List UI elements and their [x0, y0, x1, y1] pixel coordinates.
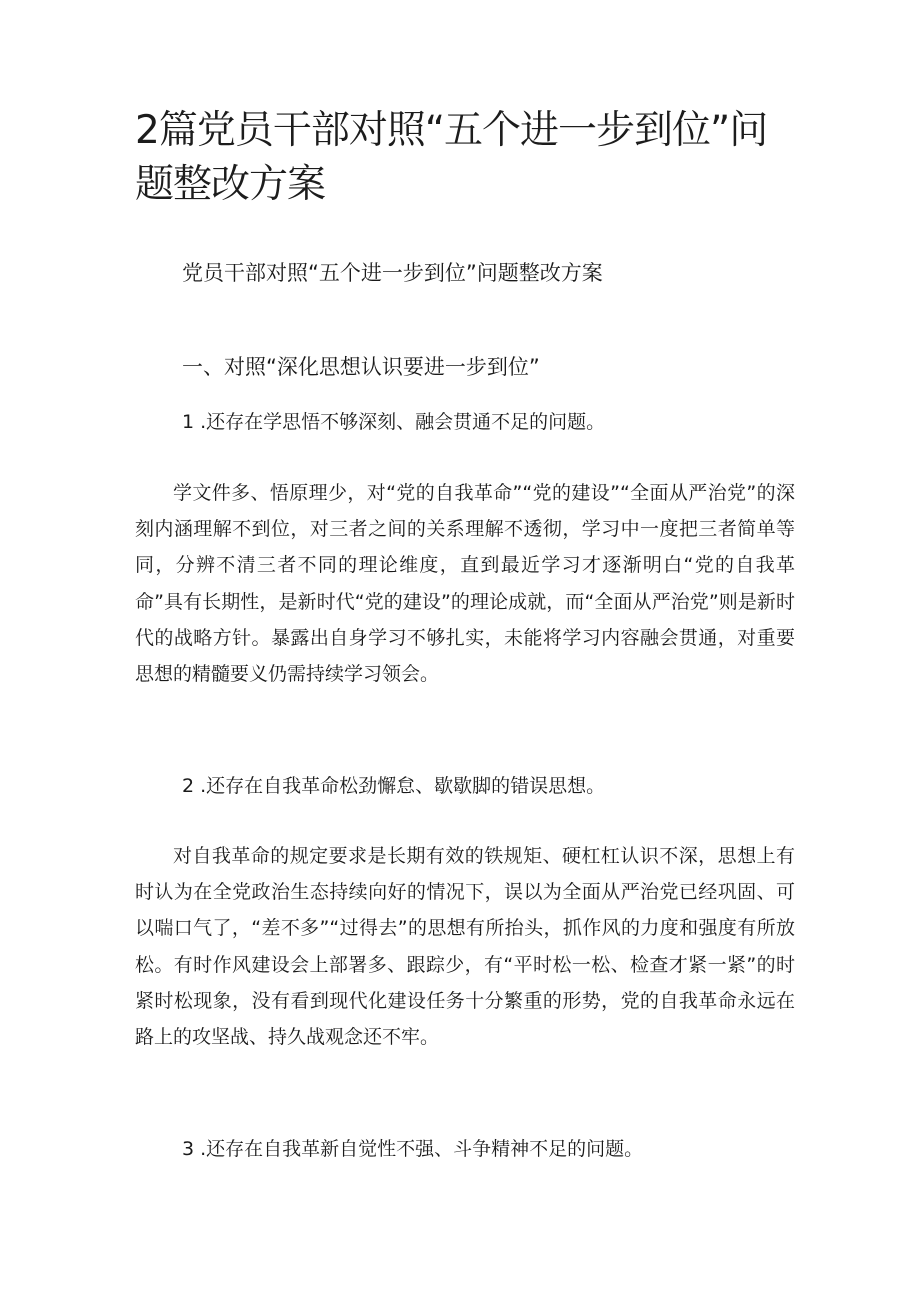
item-heading-1: 1 .还存在学思悟不够深刻、融会贯通不足的问题。 [182, 411, 606, 433]
item-heading-3: 3 .还存在自我革新自觉性不强、斗争精神不足的问题。 [182, 1138, 644, 1160]
paragraph-1: 学文件多、悟原理少，对“党的自我革命”“党的建设”“全面从严治党”的深刻内涵理解不到位，对三者之间的关系理解不透彻，学习中一度把三者简单等同，分辨不清三者不同的理论维度，直到最近学习才逐渐明白“党的自我革命”具有长期性，是新时代“党的建设”的理论成就，而“全面从严治党”则是新时代的战略方针。暴露出自身学习不够扎实，未能将学习内容融会贯通，对重要思想的精髓要义仍需持续学习领会。 [135, 482, 795, 686]
item-heading-2: 2 .还存在自我革命松劲懈怠、歇歇脚的错误思想。 [182, 775, 606, 797]
paragraph-2: 对自我革命的规定要求是长期有效的铁规矩、硬杠杠认识不深，思想上有时认为在全党政治生态持续向好的情况下，误以为全面从严治党已经巩固、可以喘口气了，“差不多”“过得去”的思想有所抬头，抓作风的力度和强度有所放松。有时作风建设会上部署多、跟踪少，有“平时松一松、检查才紧一紧”的时紧时松现象，没有看到现代化建设任务十分繁重的形势，党的自我革命永远在路上的攻坚战、持久战观念还不牢。 [135, 845, 795, 1049]
section-heading: 一、对照“深化思想认识要进一步到位” [182, 355, 540, 379]
document-title: 2篇党员干部对照“五个进一步到位”问题整改方案 [135, 108, 768, 207]
document-subtitle: 党员干部对照“五个进一步到位”问题整改方案 [182, 261, 603, 285]
